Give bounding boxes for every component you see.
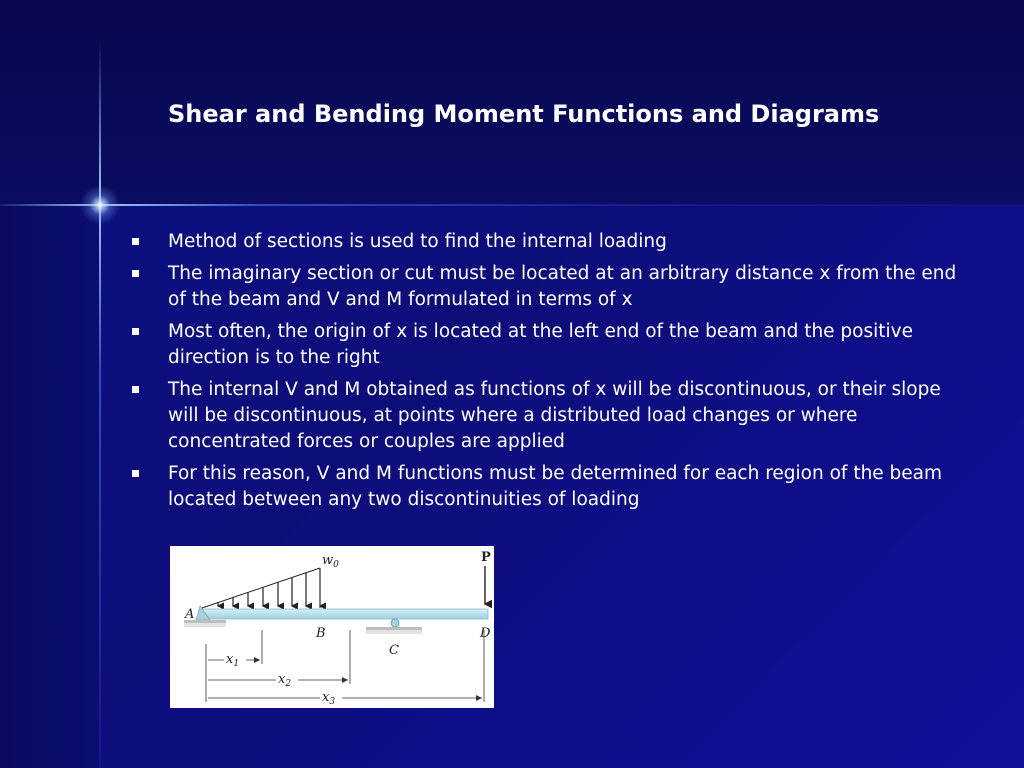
load-envelope-line xyxy=(202,568,320,608)
dim-arrowhead xyxy=(342,677,348,683)
distributed-load xyxy=(202,553,339,608)
square-bullet-icon xyxy=(132,238,139,245)
roller-support-c xyxy=(366,619,422,658)
light-flare xyxy=(80,185,120,225)
bullet-text: The imaginary section or cut must be located at an arbitrary distance x from the end of the beam and V and M formulated in terms of x xyxy=(168,263,957,310)
label-A: A xyxy=(185,607,195,622)
point-load xyxy=(481,550,491,604)
horizontal-accent-line xyxy=(0,204,1024,206)
label-P: P xyxy=(481,550,491,565)
bullet-text: For this reason, V and M functions must be determined for each region of the beam located between any two discontinuities of loading xyxy=(168,463,943,510)
ground-c xyxy=(366,627,422,630)
bullet-item xyxy=(130,229,960,255)
bullet-item xyxy=(130,461,960,513)
bullet-text: The internal V and M obtained as functions of x will be discontinuous, or their slope will be discontinuous, at points where a distributed load changes or where concentrated forces or couples are applied xyxy=(168,379,941,452)
beam xyxy=(200,609,488,619)
label-x2: $x_2$ xyxy=(278,672,292,689)
square-bullet-icon xyxy=(132,386,139,393)
bullet-item xyxy=(130,377,960,455)
beam-diagram xyxy=(170,546,494,708)
bullet-item xyxy=(130,319,960,371)
bullet-list xyxy=(130,229,960,519)
label-x1: $x_1$ xyxy=(226,652,240,669)
left-band xyxy=(0,205,100,768)
ground-c-hatch xyxy=(366,630,422,634)
dimension-lines xyxy=(206,630,484,702)
ground-a-hatch xyxy=(184,623,226,627)
square-bullet-icon xyxy=(132,270,139,277)
label-D: D xyxy=(480,626,491,641)
label-C: C xyxy=(389,643,399,658)
label-w0: $w_0$ xyxy=(322,553,339,570)
bullet-text: Most often, the origin of x is located at the left end of the beam and the positive direction is to the right xyxy=(168,321,913,368)
roller-circle xyxy=(391,619,399,627)
page-title: Shear and Bending Moment Functions and Diagrams xyxy=(168,100,880,128)
label-B: B xyxy=(316,626,326,641)
bullet-text: Method of sections is used to find the internal loading xyxy=(168,231,667,252)
label-x3: $x_3$ xyxy=(322,690,336,707)
beam-diagram-svg xyxy=(170,546,494,708)
square-bullet-icon xyxy=(132,328,139,335)
dim-arrowhead xyxy=(476,695,482,701)
vertical-accent-line xyxy=(99,40,101,768)
square-bullet-icon xyxy=(132,470,139,477)
dim-arrowhead xyxy=(254,657,260,663)
bullet-item xyxy=(130,261,960,313)
